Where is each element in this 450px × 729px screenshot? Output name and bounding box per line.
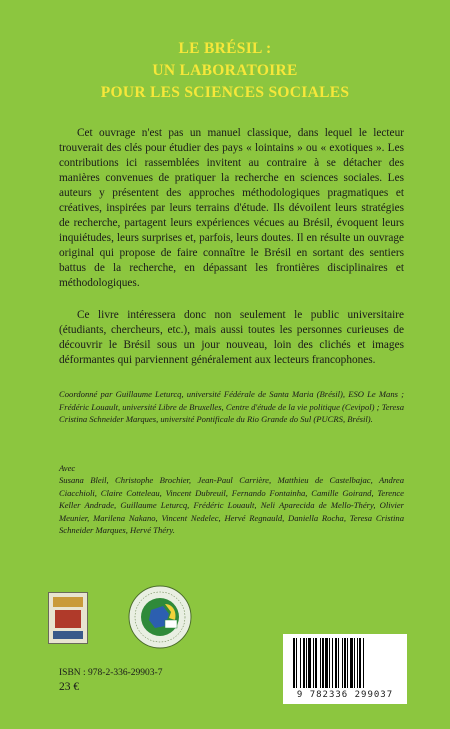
title-line-3: POUR LES SCIENCES SOCIALES — [100, 84, 350, 101]
price: 23 € — [59, 681, 80, 693]
barcode-number: 9 782336 299037 — [296, 690, 394, 700]
barcode-bars-icon — [283, 634, 407, 690]
title-line-1: LE BRÉSIL : — [178, 40, 272, 57]
description-paragraph-2: Ce livre intéressera donc non seulement le public universitaire (étudiants, chercheurs, etc.), mais aussi toutes les personnes curieuses de découvrir le Brésil sous un jour nouveau, loin des clichés et images déformantes qui parviennent généralement aux lecteurs francophones. — [59, 309, 404, 366]
isbn: ISBN : 978-2-336-29903-7 — [59, 668, 163, 678]
collection-logo-band-top — [53, 597, 83, 607]
title-line-2: UN LABORATOIRE — [152, 62, 298, 79]
description-paragraph-1: Cet ouvrage n'est pas un manuel classique, dans lequel le lecteur trouverait des clés pour étudier des pays « lointains » ou « exotiques ». Les contributions ici rassemblées invitent au contraire à se détacher des manières convenues de pratiquer la recherche en sciences sociales. Les auteurs y présentent des approches méthodologiques pragmatiques et créatives, inspirées par leurs terrains d'étude. Ils dévoilent leurs stratégies de recherche, partagent leurs expériences vécues au Brésil, évoquent leurs inquiétudes, leurs surprises et, parfois, leurs doutes. Il en résulte un ouvrage original qui propose de faire connaître le Brésil en sortant des sentiers battus de la recherche, en dépassant les frontières disciplinaires et méthodologiques. — [59, 127, 404, 289]
research-group-logo-icon — [127, 584, 193, 650]
coordination-text: Coordonné par Guillaume Leturcq, université Fédérale de Santa Maria (Brésil), ESO Le Mans ; Frédéric Louault, université Libre de Bruxelles, Centre d'étude de la vie politique (Cevipol) ; Teresa Cristina Schneider Marques, université Pontificale du Rio Grande do Sul (PUCRS, Brésil). — [59, 389, 404, 424]
barcode — [283, 634, 407, 704]
collection-logo-image — [55, 610, 81, 628]
collection-logo-band-bottom — [53, 631, 83, 639]
contributors-list: Susana Bleil, Christophe Brochier, Jean-Paul Carrière, Matthieu de Castelbajac, Andrea Ciacchioli, Claire Cotteleau, Vincent Dubreuil, Fernando Fontainha, Camille Goirand, Terence Keller Andrade, Guillaume Leturcq, Frédéric Louault, Neli Aparecida de Mello-Théry, Olivier Meunier, Marilena Nakano, Vincent Nedelec, Hervé Regnauld, Daniella Rocha, Teresa Cristina Schneider Marques, Hervé Théry. — [59, 475, 404, 535]
contributors-label: Avec — [59, 463, 76, 473]
collection-logo — [48, 592, 88, 644]
research-group-logo — [127, 584, 193, 650]
book-title — [0, 38, 450, 104]
